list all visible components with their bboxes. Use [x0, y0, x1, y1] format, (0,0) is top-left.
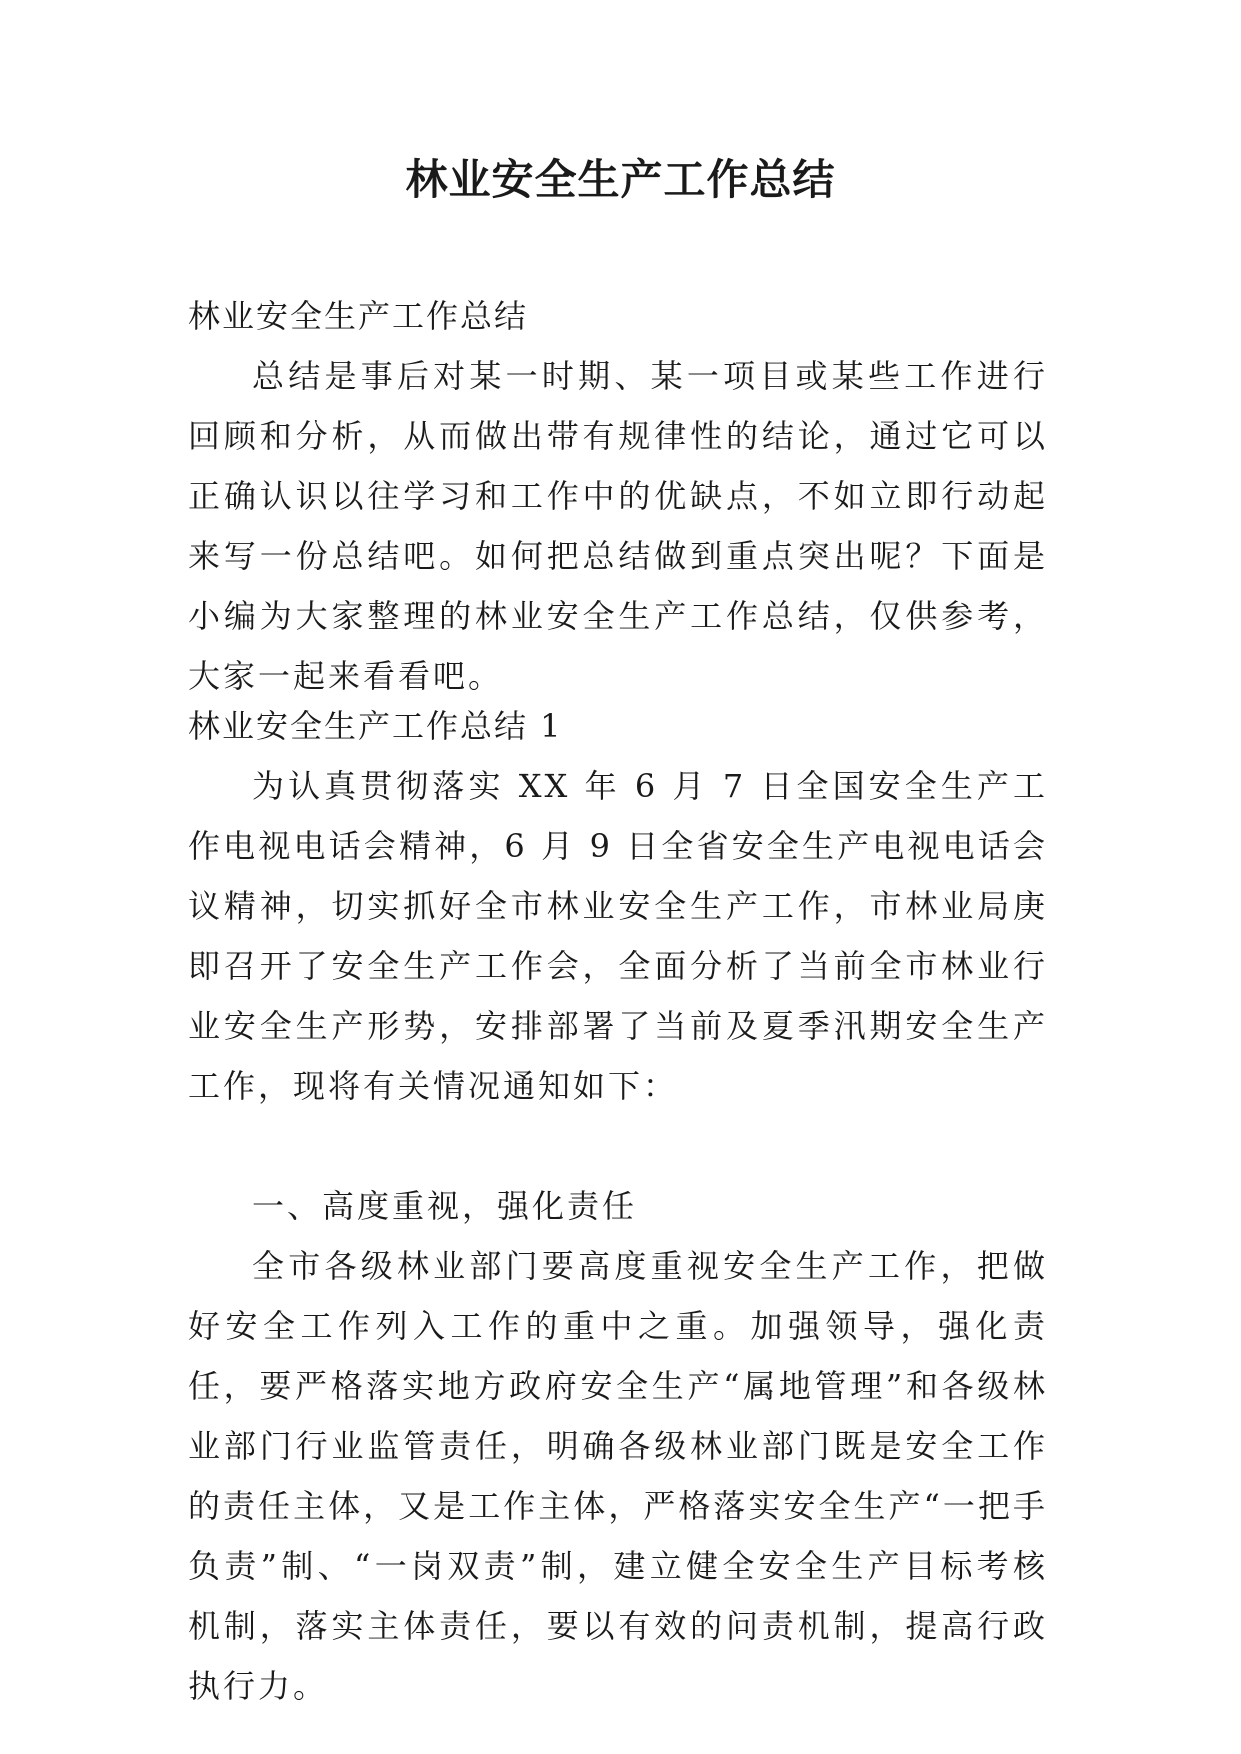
intro-paragraph: 总结是事后对某一时期、某一项目或某些工作进行回顾和分析，从而做出带有规律性的结论，通过它可以正确认识以往学习和工作中的优缺点，不如立即行动起来写一份总结吧。如何把总结做到重点突出呢？下面是小编为大家整理的林业安全生产工作总结，仅供参考，大家一起来看看吧。 [188, 357, 1048, 695]
document-subtitle: 林业安全生产工作总结 [188, 297, 529, 335]
document-title: 林业安全生产工作总结 [405, 155, 836, 204]
summary-1-paragraph-1: 为认真贯彻落实 XX 年 6 月 7 日全国安全生产工作电视电话会精神，6 月 9 日全省安全生产电视电话会议精神，切实抓好全市林业安全生产工作，市林业局庚即召开了安全生产工作会，全面分析了当前全市林业行业安全生产形势，安排部署了当前及夏季汛期安全生产工作，现将有关情况通知如下： [188, 767, 1048, 1105]
summary-1-heading: 林业安全生产工作总结 1 [188, 707, 563, 745]
section-heading-1: 一、高度重视，强化责任 [252, 1187, 638, 1225]
summary-1-paragraph-2: 全市各级林业部门要高度重视安全生产工作，把做好安全工作列入工作的重中之重。加强领导，强化责任，要严格落实地方政府安全生产“属地管理”和各级林业部门行业监管责任，明确各级林业部门既是安全工作的责任主体，又是工作主体，严格落实安全生产“一把手负责”制、“一岗双责”制，建立健全安全生产目标考核机制，落实主体责任，要以有效的问责机制，提高行政执行力。 [188, 1247, 1048, 1705]
